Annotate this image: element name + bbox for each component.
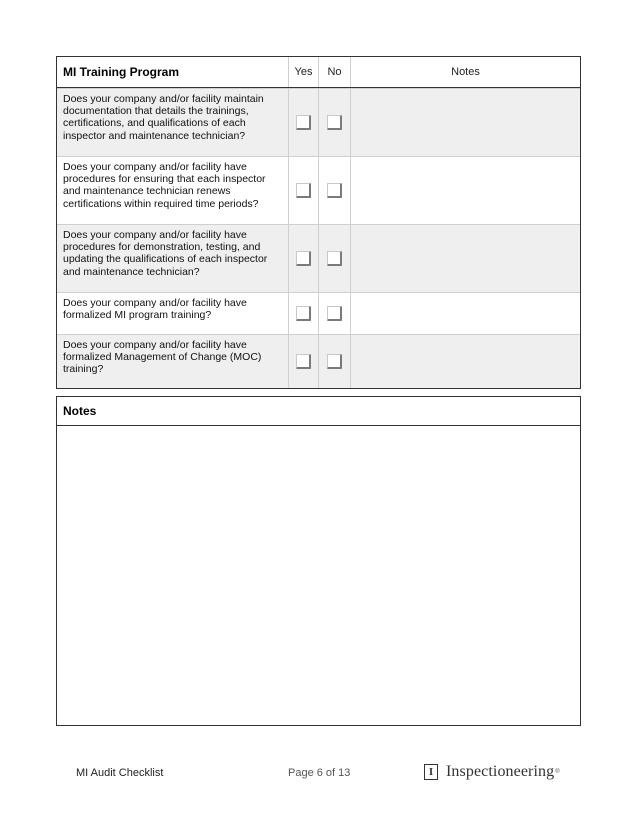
yes-checkbox[interactable] xyxy=(296,306,311,321)
notes-cell[interactable] xyxy=(350,293,580,334)
yes-cell xyxy=(288,335,318,388)
notes-area[interactable] xyxy=(57,426,580,725)
yes-cell xyxy=(288,89,318,156)
table-row xyxy=(57,334,580,388)
document-name: MI Audit Checklist xyxy=(76,767,164,779)
table-row xyxy=(57,88,580,156)
mi-training-checklist xyxy=(56,56,581,389)
notes-cell[interactable] xyxy=(350,157,580,224)
no-column-header: No xyxy=(318,57,350,87)
notes-column-header: Notes xyxy=(350,57,580,87)
notes-title: Notes xyxy=(57,397,580,426)
yes-cell xyxy=(288,157,318,224)
registered-mark: ® xyxy=(555,769,560,775)
no-checkbox[interactable] xyxy=(327,115,342,130)
table-row xyxy=(57,224,580,292)
notes-cell[interactable] xyxy=(350,225,580,292)
yes-cell xyxy=(288,225,318,292)
no-cell xyxy=(318,157,350,224)
notes-cell[interactable] xyxy=(350,335,580,388)
table-row xyxy=(57,292,580,334)
brand-name: Inspectioneering xyxy=(446,763,555,780)
question-text: Does your company and/or facility have procedures for demonstration, testing, and updating the qualifications of each inspector and maintenance technician? xyxy=(63,229,268,278)
no-cell xyxy=(318,89,350,156)
yes-checkbox[interactable] xyxy=(296,183,311,198)
question-text: Does your company and/or facility maintain documentation that details the trainings, certifications, and qualifications of each inspector and maintenance technician? xyxy=(63,93,264,142)
question-text: Does your company and/or facility have procedures for ensuring that each inspector and maintenance technician renews certifications within required time periods? xyxy=(63,161,266,210)
no-checkbox[interactable] xyxy=(327,251,342,266)
notes-cell[interactable] xyxy=(350,89,580,156)
yes-column-header: Yes xyxy=(288,57,318,87)
section-title: MI Training Program xyxy=(63,65,180,79)
yes-checkbox[interactable] xyxy=(296,251,311,266)
notes-section xyxy=(56,396,581,726)
no-cell xyxy=(318,225,350,292)
yes-cell xyxy=(288,293,318,334)
inspectioneering-logo xyxy=(424,763,560,781)
question-text: Does your company and/or facility have formalized MI program training? xyxy=(63,297,247,322)
no-checkbox[interactable] xyxy=(327,183,342,198)
no-checkbox[interactable] xyxy=(327,354,342,369)
page-number: Page 6 of 13 xyxy=(288,767,351,779)
table-row xyxy=(57,156,580,224)
no-cell xyxy=(318,293,350,334)
no-checkbox[interactable] xyxy=(327,306,342,321)
yes-checkbox[interactable] xyxy=(296,354,311,369)
table-header-row xyxy=(57,57,580,88)
question-text: Does your company and/or facility have formalized Management of Change (MOC) training? xyxy=(63,339,262,376)
yes-checkbox[interactable] xyxy=(296,115,311,130)
logo-mark-icon: I xyxy=(424,764,438,780)
no-cell xyxy=(318,335,350,388)
